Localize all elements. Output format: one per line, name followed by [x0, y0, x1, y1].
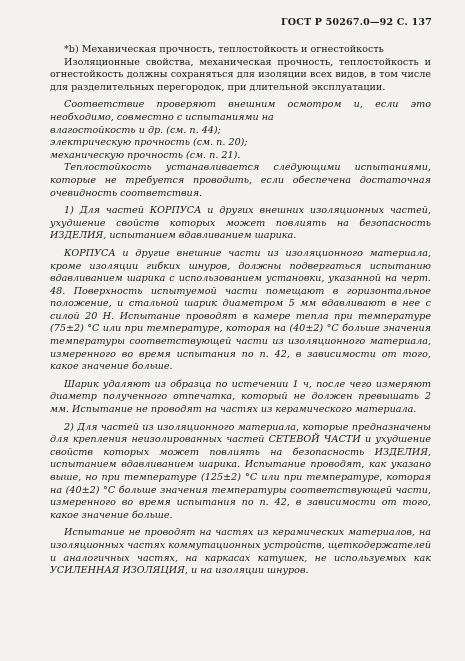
list-item: электрическую прочность (см. п. 20);	[50, 137, 248, 149]
page-header: ГОСТ Р 50267.0—92 С. 137	[280, 17, 432, 28]
list-item: механическую прочность (см. п. 21).	[50, 149, 241, 161]
paragraph: Теплостойкость устанавливается следующими испытаниями, которые не требуется проводить, если обеспечена достаточная очевидность соответствия.	[50, 162, 431, 199]
paragraph: КОРПУСА и другие внешние части из изоляционного материала, кроме изоляции гибких шнуров, должны подвергаться испытанию вдавливанием шарика с использованием установки, указанной на черт. 48. Поверхность испытуемой части помещают в горизонтальное положение, и стальной шарик диаметром 5 мм вдавливают в нее с силой 20 Н. Испытание проводят в камере тепла при температуре (75±2) °С или при температуре, которая на (40±2) °С больше значения температуры соответствующей части из изоляционного материала, измеренного во время испытания по п. 42, в зависимости от того, какое значение больше.	[50, 247, 431, 373]
paragraph: Шарик удаляют из образца по истечении 1 ч, после чего измеряют диаметр полученного отпечатка, который не должен превышать 2 мм. Испытание не проводят на частях из керамического материала.	[50, 378, 431, 416]
paragraph: Изоляционные свойства, механическая прочность, теплостойкость и огнестойкость должны сохраняться для изоляции всех видов, в том числе для разделительных перегородок, при длительной эксплуатации.	[50, 56, 431, 93]
paragraph: 2) Для частей из изоляционного материала, которые предназначены для крепления неизолированных частей СЕТЕВОЙ ЧАСТИ и ухудшение свойств которых может повлиять на безопасность ИЗДЕЛИЯ, испытанием вдавливанием шарика. Испытание проводят, как указано выше, но при температуре (125±2) °С или при температуре, которая на (40±2) °С больше значения температуры соответствующей части, измеренного во время испытания по п. 42, в зависимости от того, какое значение больше.	[50, 421, 431, 521]
document-body	[50, 44, 431, 578]
paragraph: Соответствие проверяют внешним осмотром и, если это необходимо, совместно с испытаниями на	[50, 99, 431, 123]
paragraph: Испытание не проводят на частях из керамических материалов, на изоляционных частях коммутационных устройств, щеткодержателей и аналогичных частях, на каркасах катушек, не используемых как УСИЛЕННАЯ ИЗОЛЯЦИЯ, и на изоляции шнуров.	[50, 527, 431, 577]
paragraph: 1) Для частей КОРПУСА и других внешних изоляционных частей, ухудшение свойств которых может повлиять на безопасность ИЗДЕЛИЯ, испытанием вдавливанием шарика.	[50, 205, 431, 242]
paragraph: *b) Механическая прочность, теплостойкость и огнестойкость	[64, 44, 384, 55]
list-item: влагостойкость и др. (см. п. 44);	[50, 124, 221, 136]
